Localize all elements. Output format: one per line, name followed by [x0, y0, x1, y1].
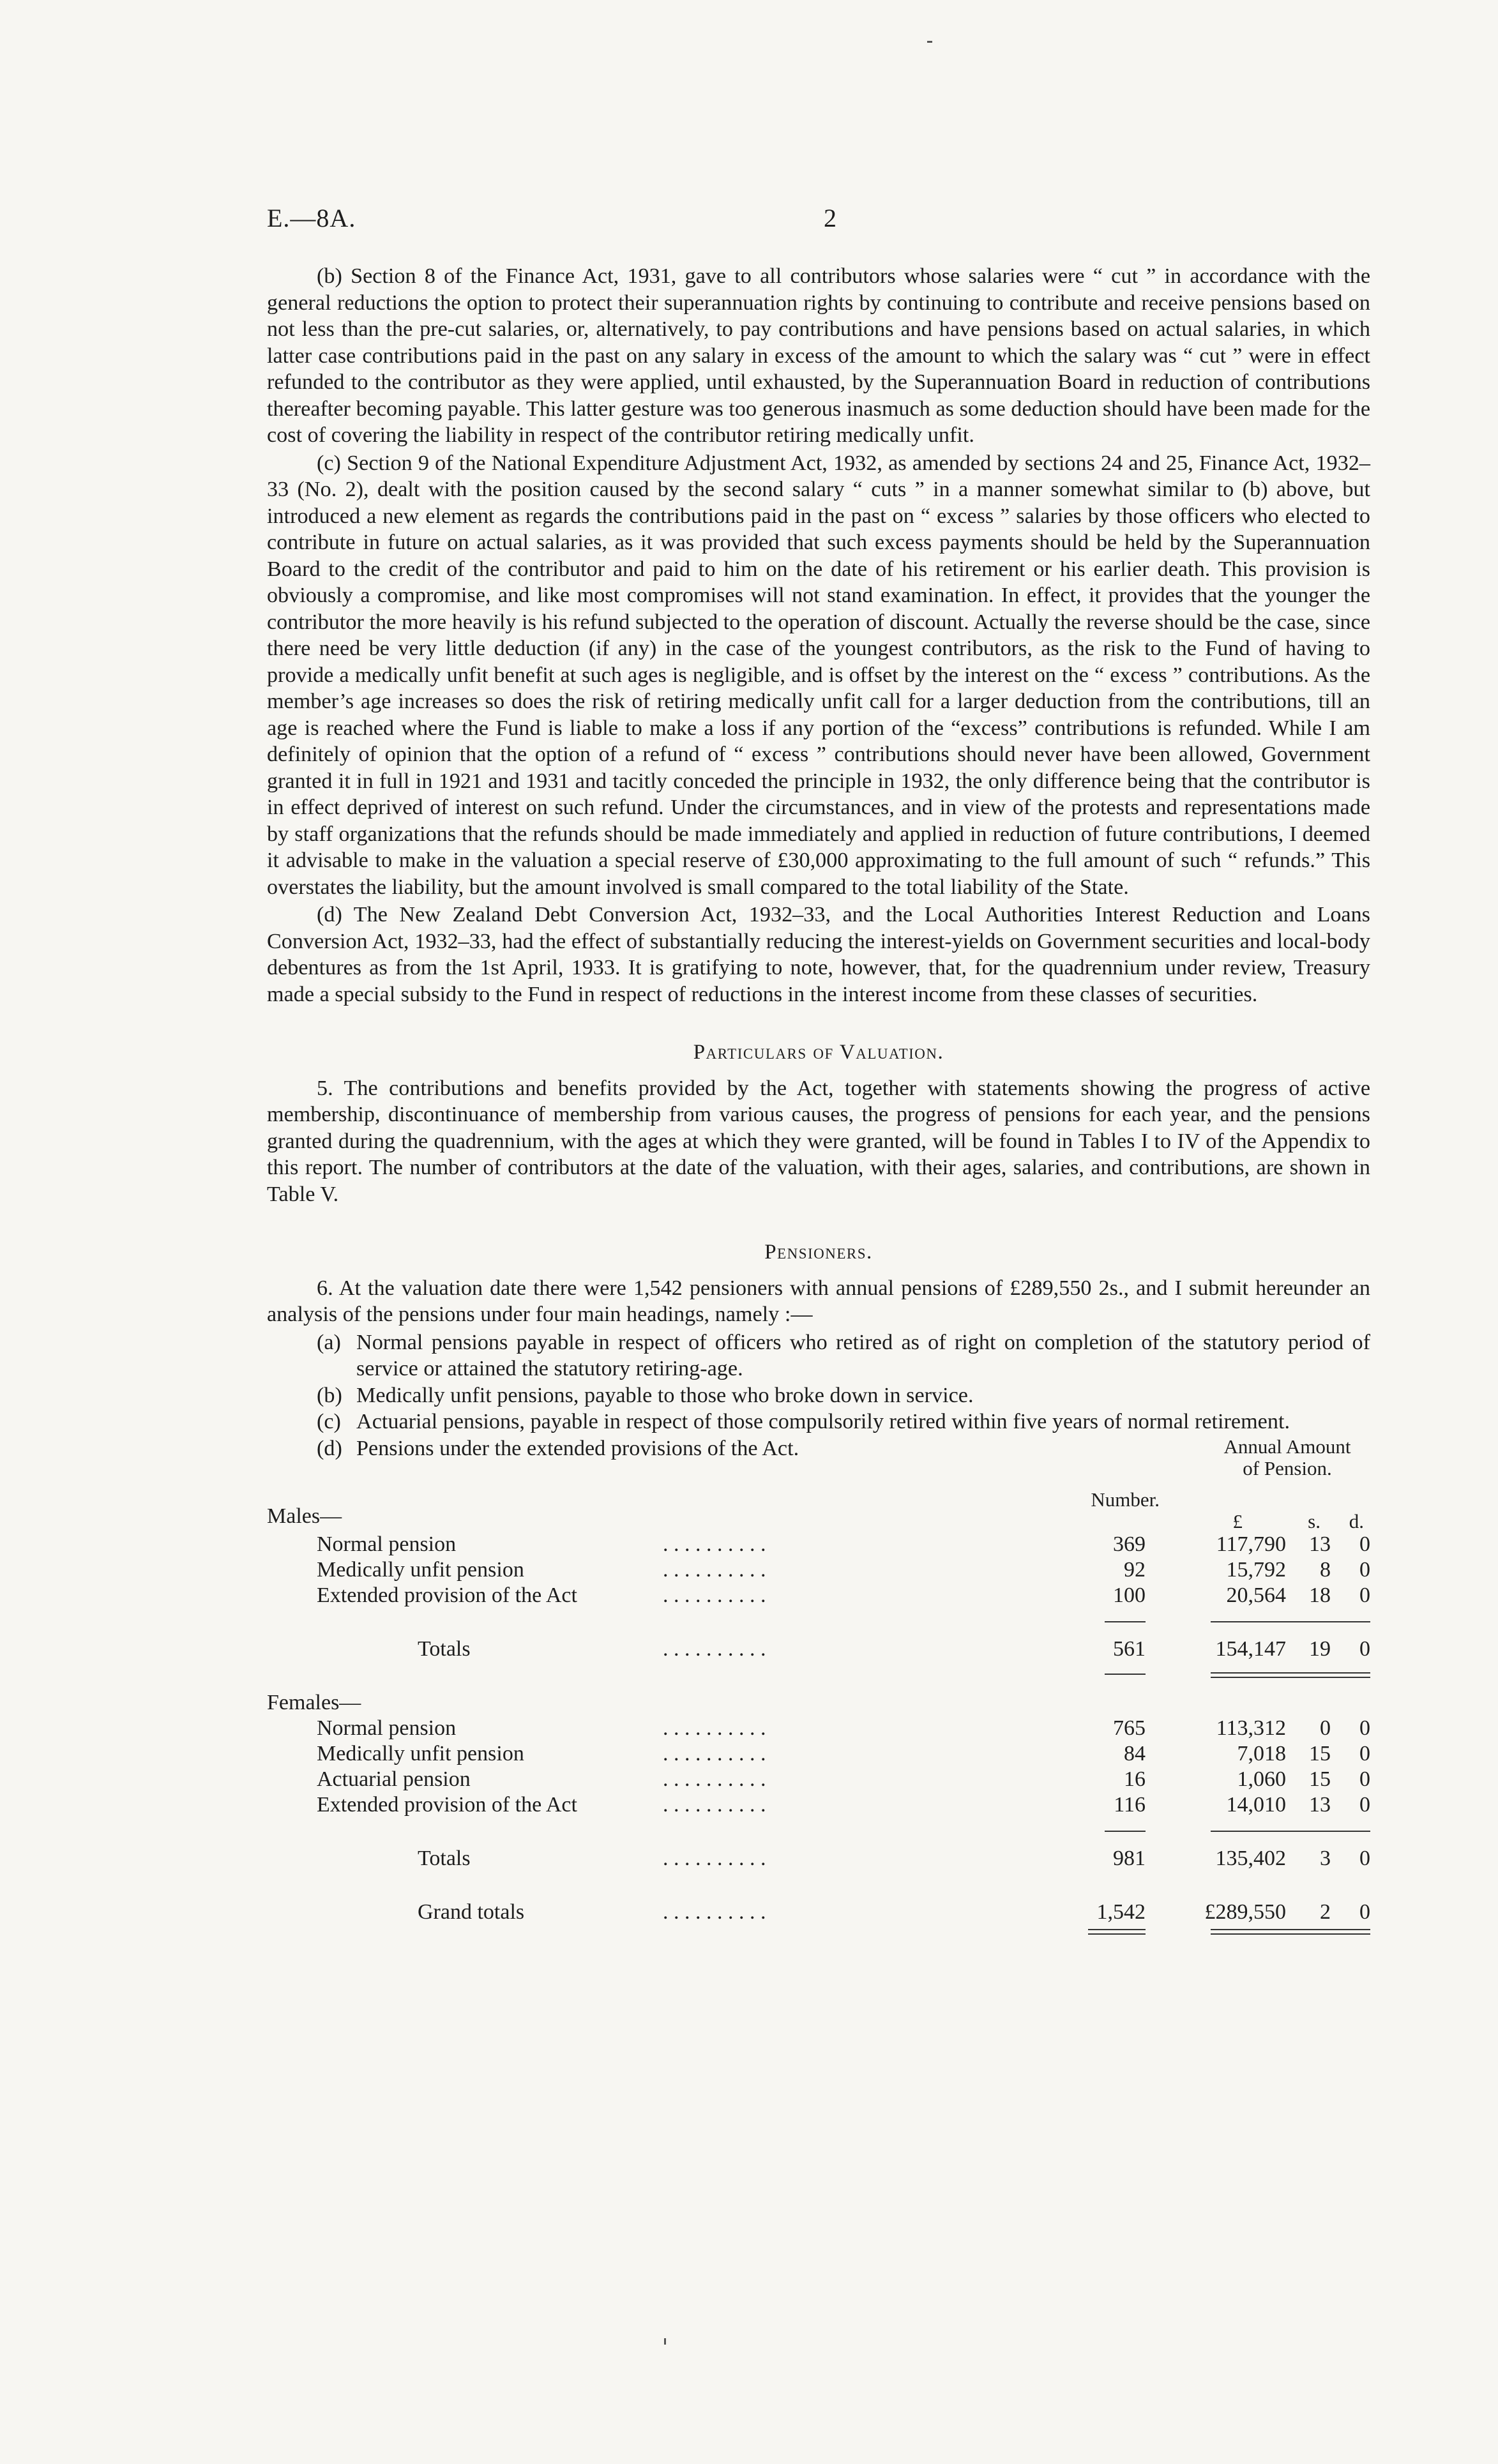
table-row: Medically unfit pension . . . . . . . . . . 92 15,792 8 0 — [317, 1558, 1370, 1582]
males-totals-row: Totals . . . . . . . . . . 561 154,147 19 0 — [418, 1637, 1370, 1661]
females-totals-row: Totals . . . . . . . . . . 981 135,402 3 0 — [418, 1847, 1370, 1870]
list-item: (d) Pensions under the extended provisions of the Act. — [317, 1436, 799, 1460]
paragraph-c: (c) Section 9 of the National Expenditure Adjustment Act, 1932, as amended by sections 24 and 25, Finance Act, 1932–33 (No. 2), dealt with the position caused by the second salary “ cuts ” in a manner somewhat similar to (b) above, but introduced a new element as regards the contributions paid in the past on “ excess ” salaries by those officers who elected to contribute in future on actual salaries, as it was provided that such excess payments should be held by the Superannuation Board to the credit of the contributor and paid to him on the date of his retirement or his earlier death. This provision is obviously a compromise, and like most compromises will not stand examination. In effect, it provides that the younger the contributor the more heavily is his refund subjected to the operation of discount. Actually the reverse should be the case, since there need be very little deduction (if any) in the case of the youngest contributors, as the risk to the Fund of having to provide a medically unfit benefit at such ages is negligible, and is offset by the interest on the “ excess ” contributions. As the member’s age increases so does the risk of retiring medically unfit call for a larger deduction from the contributions, till an age is reached where the Fund is liable to make a loss if any portion of the “excess” contributions is refunded. While I am definitely of opinion that the option of a refund of “ excess ” contributions should never have been allowed, Government granted it in full in 1921 and 1931 and tacitly conceded the principle in 1932, the only difference being that the contributor is in effect deprived of interest on such refund. Under the circumstances, and in view of the protests and representations made by staff organizations that the refunds should be made immediately and applied in reduction of future contributions, I deemed it advisable to make in the valuation a special reserve of £30,000 approximating to the full amount of such “ refunds.” This overstates the liability, but the amount involved is small compared to the total liability of the State. — [267, 451, 1370, 899]
number-rule — [1105, 1674, 1146, 1675]
section-heading-valuation: Particulars of Valuation. — [693, 1041, 944, 1064]
table-column-headers — [267, 1435, 1370, 1532]
document-body — [267, 263, 1370, 1938]
males-label: Males— — [267, 1504, 342, 1528]
number-rule — [1105, 1831, 1146, 1832]
pounds-header: £ — [1232, 1510, 1243, 1532]
section-heading-pensioners: Pensioners. — [764, 1241, 873, 1264]
document-reference: E.—8A. — [267, 204, 356, 232]
paragraph-b: (b) Section 8 of the Finance Act, 1931, gave to all contributors whose salaries were “ cut ” in accordance with the general reductions the option to protect their superannuation rights by continuing to contribute and receive pensions based on not less than the pre-cut salaries, or, alternatively, to pay contributions and have pensions based on actual salaries, in which latter case contributions paid in the past on any salary in excess of the amount to which the salary was “ cut ” were in effect refunded to the contributor as they were applied, until exhausted, by the Superannuation Board in reduction of contributions thereafter becoming payable. This latter gesture was too generous inasmuch as some deduction should have been made for the cost of covering the liability in respect of the contributor retiring medically unfit. — [267, 264, 1370, 447]
paragraph-6: 6. At the valuation date there were 1,542 pensioners with annual pensions of £289,550 2s., and I submit hereunder an analysis of the pensions under four main headings, namely :— — [267, 1276, 1370, 1326]
paragraph-d: (d) The New Zealand Debt Conversion Act, 1932–33, and the Local Authorities Interest Reduction and Loans Conversion Act, 1932–33, had the effect of substantially reducing the interest-yields on Government securities and local-body debentures as from the 1st April, 1933. It is gratifying to note, however, that, for the quadrennium under review, Treasury made a special subsidy to the Fund in respect of reductions in the interest income from these classes of securities. — [267, 903, 1370, 1006]
scan-mark — [664, 2338, 666, 2345]
amount-double-rule — [1211, 1929, 1370, 1935]
table-row: Normal pension . . . . . . . . . . 369 117,790 13 0 — [317, 1532, 1370, 1556]
scan-mark — [927, 41, 932, 43]
table-row: Medically unfit pension . . . . . . . . . . 84 7,018 15 0 — [317, 1742, 1370, 1765]
number-double-rule — [1088, 1929, 1146, 1935]
annual-amount-header: Annual Amount of Pension. — [1223, 1435, 1351, 1479]
list-item: (c) Actuarial pensions, payable in respect of those compulsorily retired within five years of normal retirement. — [317, 1410, 1290, 1433]
table-row: Actuarial pension . . . . . . . . . . 16 1,060 15 0 — [317, 1767, 1370, 1791]
females-label-row — [267, 1690, 1370, 1716]
list-item: (a) Normal pensions payable in respect of officers who retired as of right on completion of the statutory period of service or attained the statutory retiring-age. — [317, 1330, 1370, 1380]
page-header — [267, 203, 1338, 241]
shillings-header: s. — [1308, 1510, 1320, 1532]
amount-rule — [1211, 1831, 1370, 1832]
number-rule — [1105, 1621, 1146, 1622]
females-label: Females— — [267, 1691, 361, 1714]
amount-double-rule — [1211, 1672, 1370, 1678]
page-number: 2 — [824, 204, 836, 232]
number-header: Number. — [1091, 1488, 1160, 1511]
list-item: (b) Medically unfit pensions, payable to those who broke down in service. — [317, 1383, 974, 1407]
paragraph-5: 5. The contributions and benefits provided by the Act, together with statements showing the progress of active membership, discontinuance of membership from various causes, the progress of pensions for each year, and the pensions granted during the quadrennium, with the ages at which they were granted, will be found in Tables I to IV of the Appendix to this report. The number of contributors at the date of the valuation, with their ages, salaries, and contributions, are shown in Table V. — [267, 1076, 1370, 1206]
amount-rule — [1211, 1621, 1370, 1622]
pence-header: d. — [1349, 1510, 1364, 1532]
table-row: Normal pension . . . . . . . . . . 765 113,312 0 0 — [317, 1716, 1370, 1740]
grand-totals-row: Grand totals . . . . . . . . . . 1,542 £289,550 2 0 — [418, 1900, 1370, 1924]
table-row: Extended provision of the Act . . . . . . . . . . 100 20,564 18 0 — [317, 1583, 1370, 1607]
pensions-table — [267, 1436, 1370, 1938]
table-row: Extended provision of the Act . . . . . . . . . . 116 14,010 13 0 — [317, 1793, 1370, 1817]
